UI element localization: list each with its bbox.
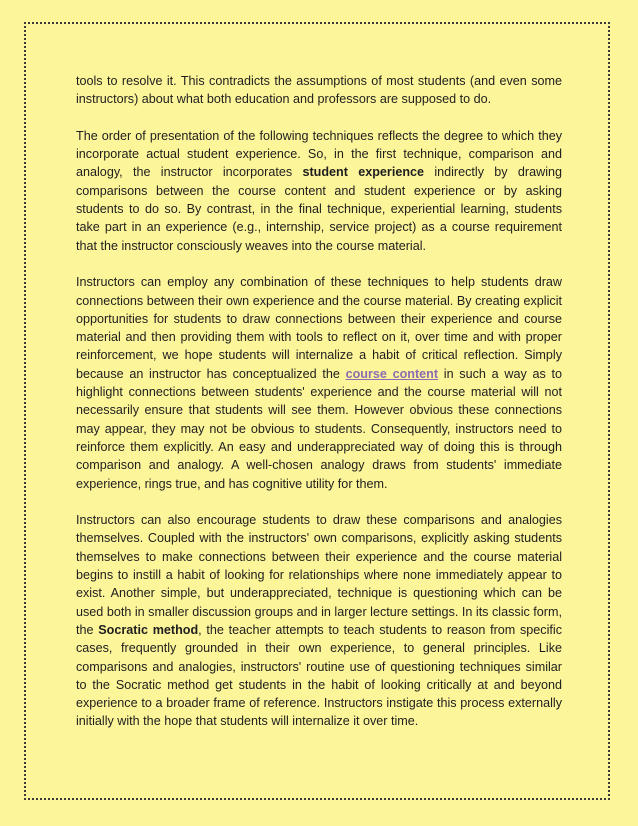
text-run: Instructors can employ any combination of these techniques to help students draw connections between their own experience and the course material. By creating explicit opportunities for students to draw connections between their experience and course material and then providing them with tools to reflect on it, over time and with proper reinforcement, we hope students will internalize a habit of critical reflection. Simply because an instructor has conceptualized the — [76, 275, 562, 381]
paragraph — [76, 127, 562, 255]
bold-term-student-experience: student experience — [302, 165, 425, 180]
course-content-link[interactable]: course content — [345, 366, 439, 381]
text-run: indirectly by drawing comparisons between the course content and student experience or by asking students to do so. By contrast, in the final technique, experiential learning, students take part in an experience (e.g., internship, service project) as a course requirement that the instructor consciously weaves into the course material. — [76, 165, 562, 253]
document-body — [76, 72, 562, 731]
text-run: in such a way as to highlight connections between students' experience and the course material will not necessarily ensure that students will see them. However obvious these connections may appear, they may not be obvious to students. Consequently, instructors need to reinforce them explicitly. An easy and underappreciated way of doing this is through comparison and analogy. A well-chosen analogy draws from students' immediate experience, rings true, and has cognitive utility for them. — [76, 366, 562, 491]
text-run: tools to resolve it. This contradicts the assumptions of most students (and even some instructors) about what both education and professors are supposed to do. — [76, 74, 562, 107]
text-run: Instructors can also encourage students to draw these comparisons and analogies themselves. Coupled with the instructors' own comparisons, explicitly asking students themselves to make connections between their experience and the course material begins to instill a habit of looking for relationships where none immediately appear to exist. Another simple, but underappreciated, technique is questioning which can be used both in smaller discussion groups and in larger lecture settings. In its classic form, the — [76, 513, 562, 637]
paragraph — [76, 273, 562, 493]
paragraph — [76, 511, 562, 731]
text-run: , the teacher attempts to teach students to reason from specific cases, frequently grounded in their own experience, to general principles. Like comparisons and analogies, instructors' routine use of questioning techniques similar to the Socratic method get students in the habit of looking critically at and beyond experience to a broader frame of reference. Instructors instigate this process externally initially with the hope that students will internalize it over time. — [76, 622, 562, 729]
bold-term-socratic-method: Socratic method — [98, 622, 199, 637]
text-run: The order of presentation of the following techniques reflects the degree to which they incorporate actual student experience. So, in the first technique, comparison and analogy, the instructor incorporates — [76, 128, 562, 180]
paragraph — [76, 72, 562, 109]
